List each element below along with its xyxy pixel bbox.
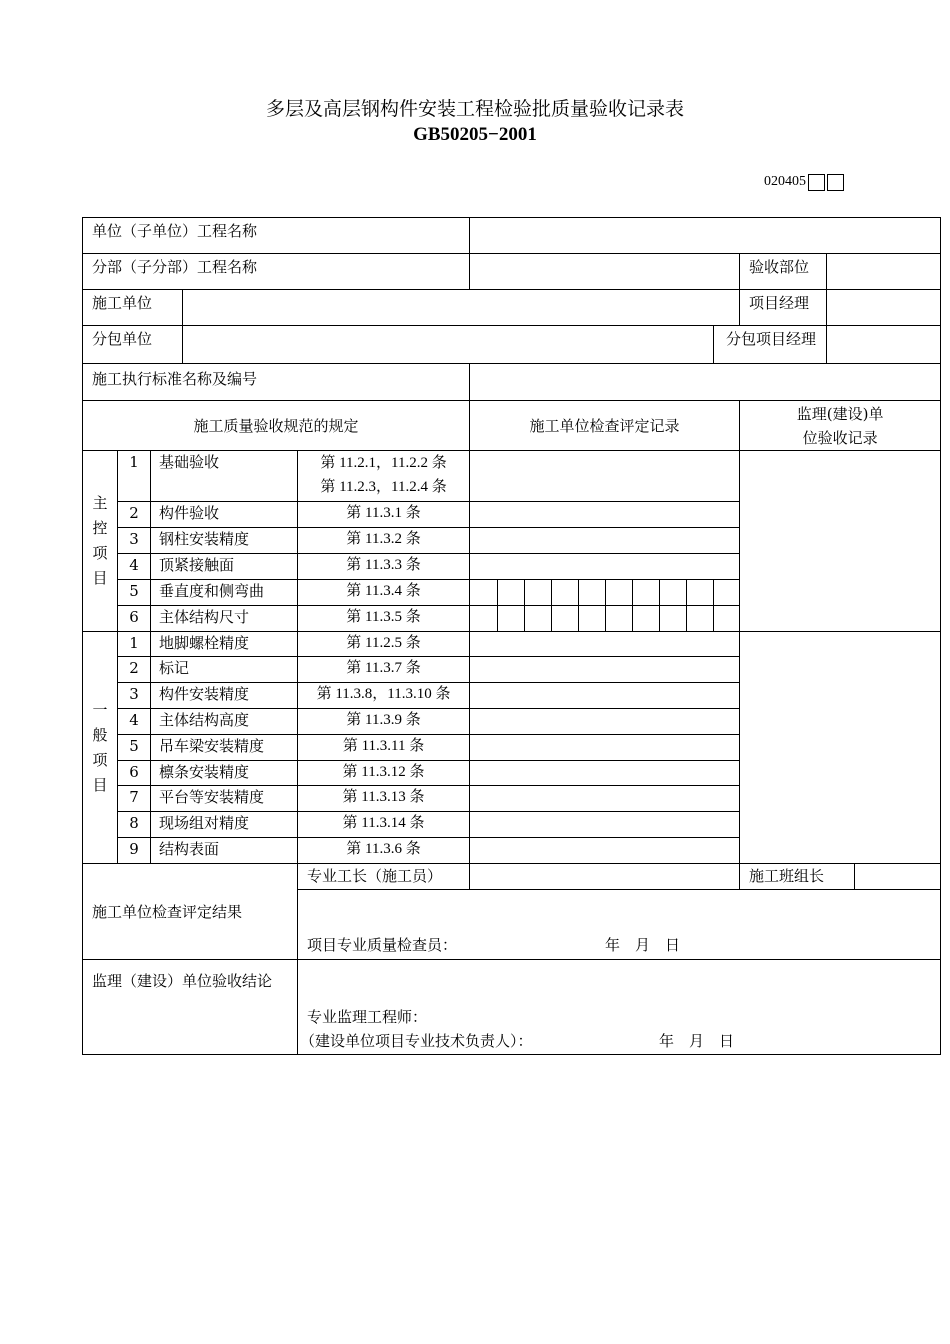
result-content[interactable] bbox=[298, 890, 941, 960]
general-row-number: 9 bbox=[118, 838, 151, 864]
general-row-record[interactable] bbox=[470, 657, 740, 683]
subcontractor-field[interactable] bbox=[183, 326, 714, 364]
general-row-spec: 第 11.3.8，11.3.10 条 bbox=[298, 683, 470, 709]
general-row-spec: 第 11.3.11 条 bbox=[298, 735, 470, 761]
main-row-spec: 第 11.3.2 条 bbox=[298, 528, 470, 554]
table-row bbox=[83, 632, 941, 657]
general-row-spec: 第 11.3.13 条 bbox=[298, 786, 470, 812]
foreman-field[interactable] bbox=[470, 864, 740, 890]
general-row-spec: 第 11.3.7 条 bbox=[298, 657, 470, 683]
general-row-number: 1 bbox=[118, 632, 151, 657]
conclusion-label: 监理（建设）单位验收结论 bbox=[83, 960, 298, 1055]
main-row-spec bbox=[298, 451, 470, 502]
general-row-record[interactable] bbox=[470, 709, 740, 735]
general-row-spec: 第 11.2.5 条 bbox=[298, 632, 470, 657]
measurement-cell[interactable] bbox=[660, 606, 687, 632]
main-row-spec: 第 11.3.4 条 bbox=[298, 580, 470, 606]
general-row-record[interactable] bbox=[470, 812, 740, 838]
general-row-spec: 第 11.3.9 条 bbox=[298, 709, 470, 735]
general-row-spec: 第 11.3.6 条 bbox=[298, 838, 470, 864]
team-leader-field[interactable] bbox=[855, 864, 941, 890]
general-row-spec: 第 11.3.12 条 bbox=[298, 761, 470, 786]
main-row-record[interactable] bbox=[470, 502, 740, 528]
general-row-number: 6 bbox=[118, 761, 151, 786]
main-row-spec-line-2: 第 11.2.3，11.2.4 条 bbox=[320, 479, 447, 495]
general-row-name: 檩条安装精度 bbox=[151, 761, 298, 786]
measurement-cell[interactable] bbox=[579, 606, 606, 632]
general-row-name: 主体结构高度 bbox=[151, 709, 298, 735]
general-row-name: 地脚螺栓精度 bbox=[151, 632, 298, 657]
main-row-spec-line-1: 第 11.2.1，11.2.2 条 bbox=[320, 455, 447, 471]
standard-label: 施工执行标准名称及编号 bbox=[83, 364, 470, 401]
main-row-record[interactable] bbox=[470, 528, 740, 554]
standard-code: GB50205−2001 bbox=[413, 124, 537, 145]
sub-pm-label: 分包项目经理 bbox=[714, 326, 827, 364]
form-code-number: 020405 bbox=[764, 174, 806, 189]
measurement-cell[interactable] bbox=[606, 606, 633, 632]
form-code-box-2[interactable] bbox=[827, 174, 844, 191]
measurement-cell[interactable] bbox=[633, 606, 660, 632]
measurement-cell[interactable] bbox=[552, 606, 579, 632]
measurement-cell[interactable] bbox=[687, 606, 714, 632]
standard-field[interactable] bbox=[470, 364, 941, 401]
main-row-spec: 第 11.3.3 条 bbox=[298, 554, 470, 580]
spec-column-header: 施工质量验收规范的规定 bbox=[83, 401, 470, 451]
subproject-field[interactable] bbox=[470, 254, 740, 290]
supervision-column-header bbox=[740, 401, 941, 451]
general-items-supervision-record[interactable] bbox=[740, 632, 941, 864]
measurement-cell[interactable] bbox=[498, 606, 525, 632]
general-row-number: 7 bbox=[118, 786, 151, 812]
measurement-cell[interactable] bbox=[660, 580, 687, 606]
supervision-header-line-1: 监理(建设)单 bbox=[796, 404, 884, 423]
measurement-cell[interactable] bbox=[470, 580, 498, 606]
conclusion-content[interactable] bbox=[298, 960, 941, 1055]
general-row-number: 2 bbox=[118, 657, 151, 683]
main-row-number: 2 bbox=[118, 502, 151, 528]
form-code-box-1[interactable] bbox=[808, 174, 825, 191]
foreman-label: 专业工长（施工员） bbox=[298, 864, 470, 890]
general-row-record[interactable] bbox=[470, 761, 740, 786]
project-manager-field[interactable] bbox=[827, 290, 941, 326]
main-row-name: 构件验收 bbox=[151, 502, 298, 528]
general-row-number: 8 bbox=[118, 812, 151, 838]
measurement-cell[interactable] bbox=[525, 606, 552, 632]
engineer-label: 专业监理工程师： bbox=[307, 1008, 428, 1026]
general-items-label-text: 一 般 项 目 bbox=[92, 700, 108, 794]
general-row-name: 标记 bbox=[151, 657, 298, 683]
conclusion-date: 年 月 日 bbox=[659, 1032, 735, 1050]
main-items-label bbox=[83, 451, 118, 632]
measurement-cell[interactable] bbox=[579, 580, 606, 606]
subproject-label: 分部（子分部）工程名称 bbox=[83, 254, 470, 290]
construction-unit-label: 施工单位 bbox=[83, 290, 183, 326]
acceptance-part-field[interactable] bbox=[827, 254, 941, 290]
measurement-cell[interactable] bbox=[687, 580, 714, 606]
team-leader-label: 施工班组长 bbox=[740, 864, 855, 890]
measurement-cell[interactable] bbox=[470, 606, 498, 632]
general-items-label bbox=[83, 632, 118, 864]
measurement-cell[interactable] bbox=[606, 580, 633, 606]
main-row-name: 基础验收 bbox=[151, 451, 298, 502]
general-row-record[interactable] bbox=[470, 632, 740, 657]
main-items-label-text: 主 控 项 目 bbox=[92, 494, 108, 587]
general-row-record[interactable] bbox=[470, 786, 740, 812]
main-row-name: 钢柱安装精度 bbox=[151, 528, 298, 554]
subcontractor-label: 分包单位 bbox=[83, 326, 183, 364]
project-manager-label: 项目经理 bbox=[740, 290, 827, 326]
owner-label: （建设单位项目专业技术负责人）： bbox=[300, 1032, 533, 1050]
general-row-name: 平台等安装精度 bbox=[151, 786, 298, 812]
construction-unit-field[interactable] bbox=[183, 290, 740, 326]
project-name-label: 单位（子单位）工程名称 bbox=[83, 218, 470, 254]
general-row-record[interactable] bbox=[470, 683, 740, 709]
measurement-cell[interactable] bbox=[633, 580, 660, 606]
main-items-supervision-record[interactable] bbox=[740, 451, 941, 632]
result-label: 施工单位检查评定结果 bbox=[83, 864, 298, 960]
project-name-field[interactable] bbox=[470, 218, 941, 254]
general-row-name: 现场组对精度 bbox=[151, 812, 298, 838]
measurement-cell[interactable] bbox=[498, 580, 525, 606]
form-title: 多层及高层钢构件安装工程检验批质量验收记录表 bbox=[265, 98, 684, 120]
result-date: 年 月 日 bbox=[605, 936, 681, 954]
main-row-number: 5 bbox=[118, 580, 151, 606]
measurement-cell[interactable] bbox=[714, 580, 740, 606]
main-row-number: 6 bbox=[118, 606, 151, 632]
general-row-record[interactable] bbox=[470, 838, 740, 864]
table-row bbox=[83, 451, 941, 502]
general-row-spec: 第 11.3.14 条 bbox=[298, 812, 470, 838]
general-row-number: 3 bbox=[118, 683, 151, 709]
acceptance-form-table bbox=[82, 217, 941, 1055]
main-row-name: 顶紧接触面 bbox=[151, 554, 298, 580]
main-row-record[interactable] bbox=[470, 451, 740, 502]
supervision-header-line-2: 位验收记录 bbox=[802, 428, 878, 447]
general-row-name: 结构表面 bbox=[151, 838, 298, 864]
measurement-cell[interactable] bbox=[552, 580, 579, 606]
general-row-name: 吊车梁安装精度 bbox=[151, 735, 298, 761]
acceptance-part-label: 验收部位 bbox=[740, 254, 827, 290]
main-row-number: 3 bbox=[118, 528, 151, 554]
main-row-name: 主体结构尺寸 bbox=[151, 606, 298, 632]
main-row-name: 垂直度和侧弯曲 bbox=[151, 580, 298, 606]
general-row-number: 4 bbox=[118, 709, 151, 735]
general-row-name: 构件安装精度 bbox=[151, 683, 298, 709]
inspector-label: 项目专业质量检查员： bbox=[307, 936, 458, 954]
main-row-number: 1 bbox=[118, 451, 151, 502]
general-row-record[interactable] bbox=[470, 735, 740, 761]
measurement-cell[interactable] bbox=[525, 580, 552, 606]
main-row-record[interactable] bbox=[470, 554, 740, 580]
record-column-header: 施工单位检查评定记录 bbox=[470, 401, 740, 451]
main-row-spec: 第 11.3.1 条 bbox=[298, 502, 470, 528]
main-row-spec: 第 11.3.5 条 bbox=[298, 606, 470, 632]
measurement-cell[interactable] bbox=[714, 606, 740, 632]
main-row-number: 4 bbox=[118, 554, 151, 580]
form-code bbox=[764, 172, 844, 192]
sub-pm-field[interactable] bbox=[827, 326, 941, 364]
general-row-number: 5 bbox=[118, 735, 151, 761]
